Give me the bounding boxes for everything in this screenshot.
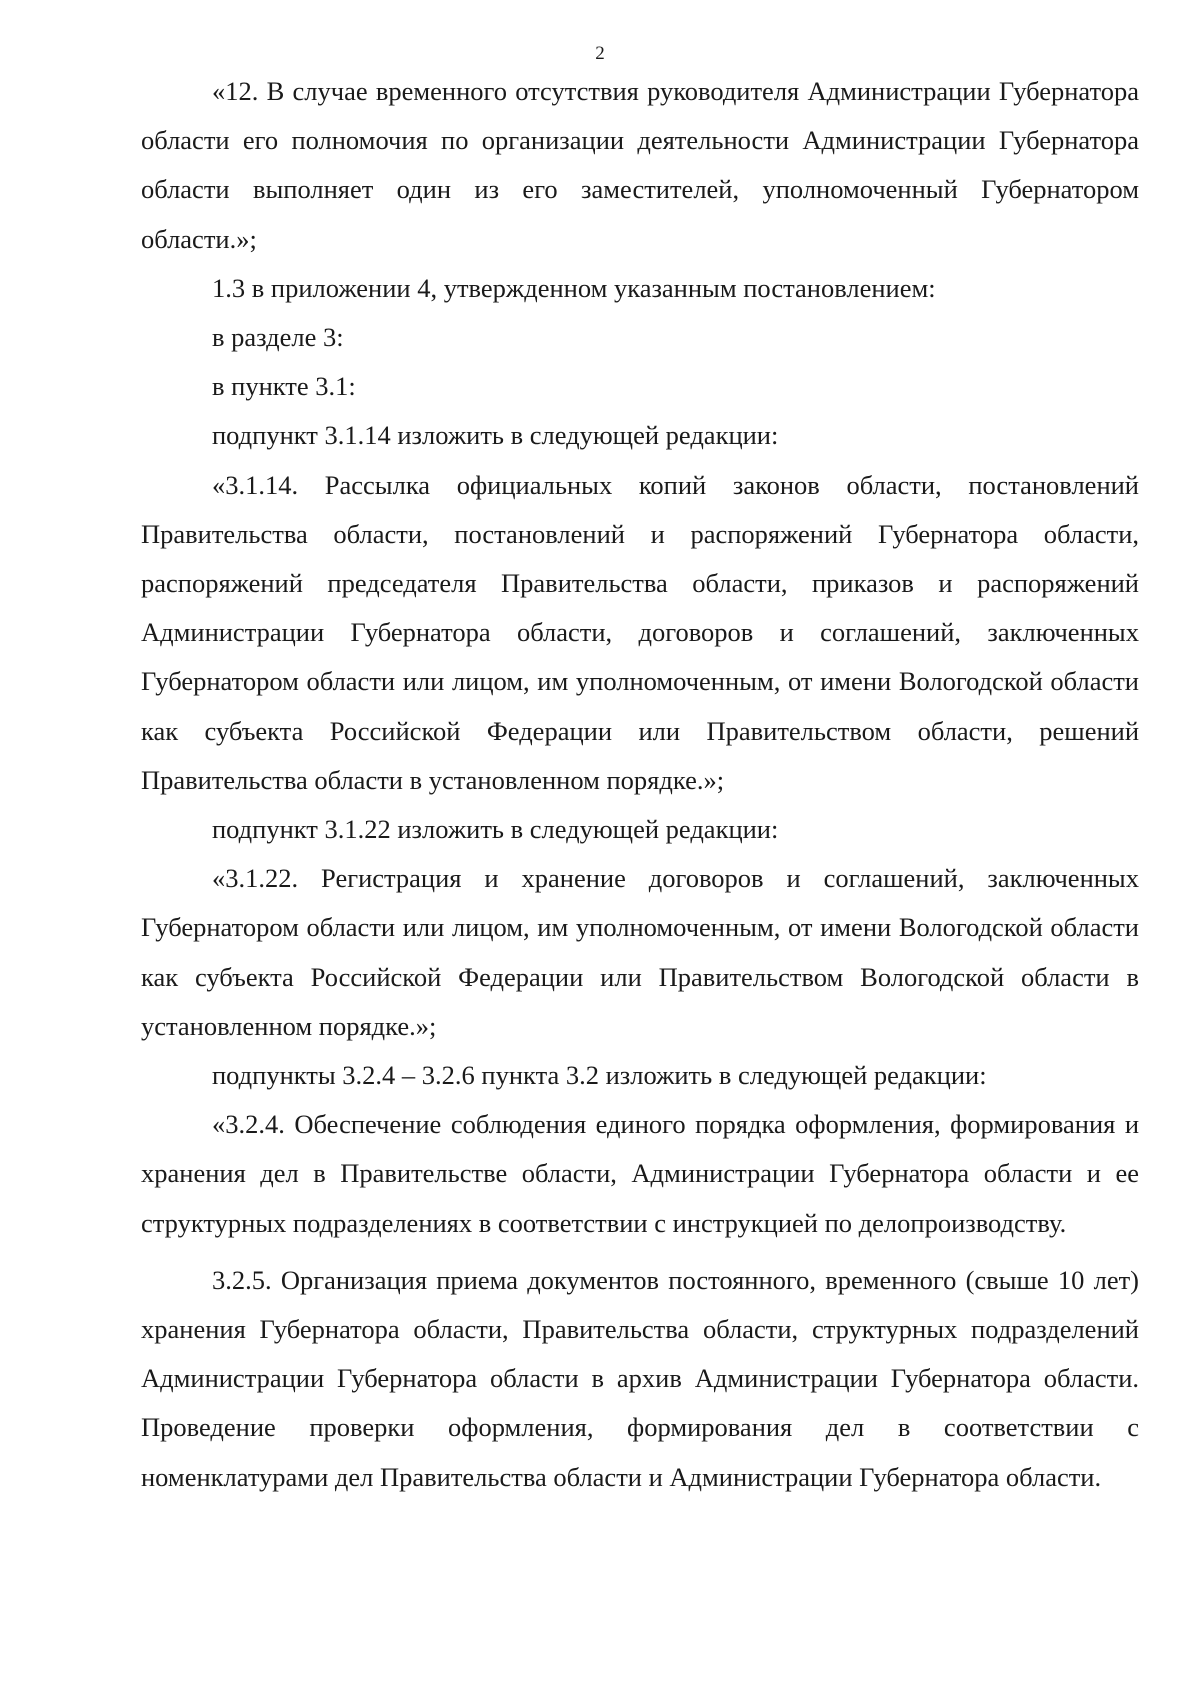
paragraph-section-3: в разделе 3: [212,322,344,353]
paragraph-subclause-3-2-5: 3.2.5. Организация приема документов постоянного, временного (свыше 10 лет) хранения Губернатора области, Правительства области, структурных подразделений Администрации Губернатора области в архив Администрации Губернатора области. Проведение проверки оформления, формирования дел в соответствии с номенклатурами дел Правительства области и Администрации Губернатора области. [141,1264,1139,1492]
paragraph-subclause-3-1-22-intro: подпункт 3.1.22 изложить в следующей редакции: [212,814,779,845]
document-body [141,67,1139,1502]
paragraph-subclause-3-1-14-intro: подпункт 3.1.14 изложить в следующей редакции: [212,420,779,451]
paragraph-item-12: «12. В случае временного отсутствия руководителя Администрации Губернатора области его полномочия по организации деятельности Администрации Губернатора области выполняет один из его заместителей, уполномоченный Губернатором области.»; [141,76,1139,254]
page-number: 2 [595,43,605,64]
paragraph-subclauses-3-2-intro: подпункты 3.2.4 – 3.2.6 пункта 3.2 изложить в следующей редакции: [212,1060,987,1091]
paragraph-subclause-3-1-22-text: «3.1.22. Регистрация и хранение договоров и соглашений, заключенных Губернатором области или лицом, им уполномоченным, от имени Вологодской области как субъекта Российской Федерации или Правительством Вологодской области в установленном порядке.»; [141,863,1139,1041]
paragraph-subclause-3-1-14-text: «3.1.14. Рассылка официальных копий законов области, постановлений Правительства области, постановлений и распоряжений Губернатора области, распоряжений председателя Правительства области, приказов и распоряжений Администрации Губернатора области, договоров и соглашений, заключенных Губернатором области или лицом, им уполномоченным, от имени Вологодской области как субъекта Российской Федерации или Правительством области, решений Правительства области в установленном порядке.»; [141,469,1139,795]
paragraph-clause-3-1: в пункте 3.1: [212,371,356,402]
paragraph-amendment-1-3: 1.3 в приложении 4, утвержденном указанным постановлением: [212,272,936,303]
paragraph-subclause-3-2-4: «3.2.4. Обеспечение соблюдения единого порядка оформления, формирования и хранения дел в Правительстве области, Администрации Губернатора области и ее структурных подразделениях в соответствии с инструкцией по делопроизводству. [141,1109,1139,1238]
